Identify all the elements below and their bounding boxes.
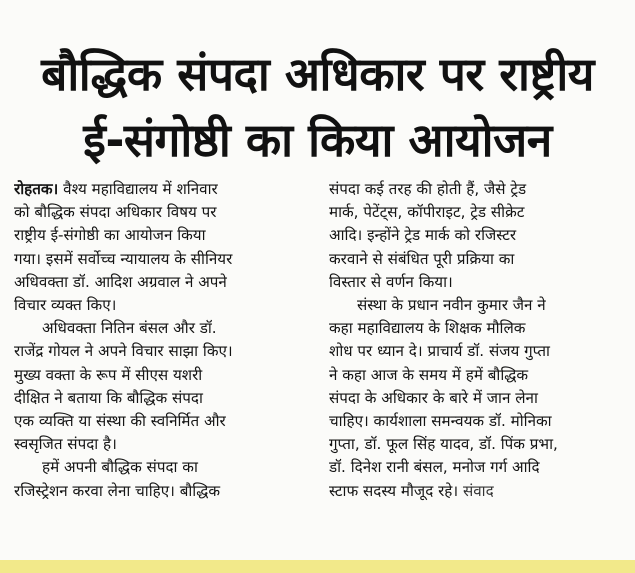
article-line: दीक्षित ने बताया कि बौद्धिक संपदा xyxy=(14,388,203,407)
article-line: शोध पर ध्यान दे। प्राचार्य डॉ. संजय गुप्ता xyxy=(329,342,550,361)
article-line: अधिवक्ता नितिन बंसल और डॉ. xyxy=(42,319,217,338)
article-line: संपदा कई तरह की होती हैं, जैसे ट्रेड xyxy=(329,180,527,198)
article-line: संस्था के प्रधान नवीन कुमार जैन ने xyxy=(357,296,546,315)
article-body xyxy=(14,178,624,553)
article-line: विचार व्यक्त किए। xyxy=(14,296,117,315)
article-line: आदि। इन्होंने ट्रेड मार्क को रजिस्टर xyxy=(329,226,517,245)
dateline: रोहतक। xyxy=(14,180,59,198)
headline-line-1: बौद्धिक संपदा अधिकार पर राष्ट्रीय xyxy=(41,47,594,102)
reporter-credit: संवाद xyxy=(462,481,494,500)
article-line: रजिस्ट्रेशन करवा लेना चाहिए। बौद्धिक xyxy=(14,481,221,500)
article-line: गया। इसमें सर्वोच्च न्यायालय के सीनियर xyxy=(14,249,233,268)
article-line: स्वसृजित संपदा है। xyxy=(14,435,117,454)
article-line-text: वैश्य महाविद्यालय में शनिवार xyxy=(63,180,218,198)
article-line: विस्तार से वर्णन किया। xyxy=(329,272,453,291)
article-line: को बौद्धिक संपदा अधिकार विषय पर xyxy=(14,203,217,222)
article-line: संपदा के अधिकार के बारे में जान लेना xyxy=(329,388,538,407)
article-line-text: स्टाफ सदस्य मौजूद रहे। xyxy=(329,481,459,500)
article-column-left xyxy=(14,178,307,503)
article-line: एक व्यक्ति या संस्था की स्वनिर्मित और xyxy=(14,412,226,431)
article-column-right xyxy=(329,178,622,503)
article-line: मुख्य वक्ता के रूप में सीएस यशरी xyxy=(14,365,203,384)
article-line: चाहिए। कार्यशाला समन्वयक डॉ. मोनिका xyxy=(329,412,552,431)
article-line: करवाने से संबंधित पूरी प्रक्रिया का xyxy=(329,249,515,268)
article-line: डॉ. दिनेश रानी बंसल, मनोज गर्ग आदि xyxy=(329,458,540,477)
article-line xyxy=(14,178,307,201)
headline-line-2: ई-संगोष्ठी का किया आयोजन xyxy=(83,113,552,168)
bottom-color-band xyxy=(0,560,635,573)
article-line: मार्क, पेटेंट्स, कॉपीराइट, ट्रेड सीक्रेट xyxy=(329,203,525,222)
article-line: अधिवक्ता डॉ. आदिश अग्रवाल ने अपने xyxy=(14,272,227,291)
article-line xyxy=(329,480,622,503)
headline xyxy=(8,41,627,173)
article-line: हमें अपनी बौद्धिक संपदा का xyxy=(42,458,198,477)
article-line: कहा महाविद्यालय के शिक्षक मौलिक xyxy=(329,319,526,338)
article-line: ने कहा आज के समय में हमें बौद्धिक xyxy=(329,365,529,384)
article-line: गुप्ता, डॉ. फूल सिंह यादव, डॉ. पिंक प्रभा, xyxy=(329,435,558,454)
article-line: राष्ट्रीय ई-संगोष्ठी का आयोजन किया xyxy=(14,226,206,245)
article-line: राजेंद्र गोयल ने अपने विचार साझा किए। xyxy=(14,342,233,361)
